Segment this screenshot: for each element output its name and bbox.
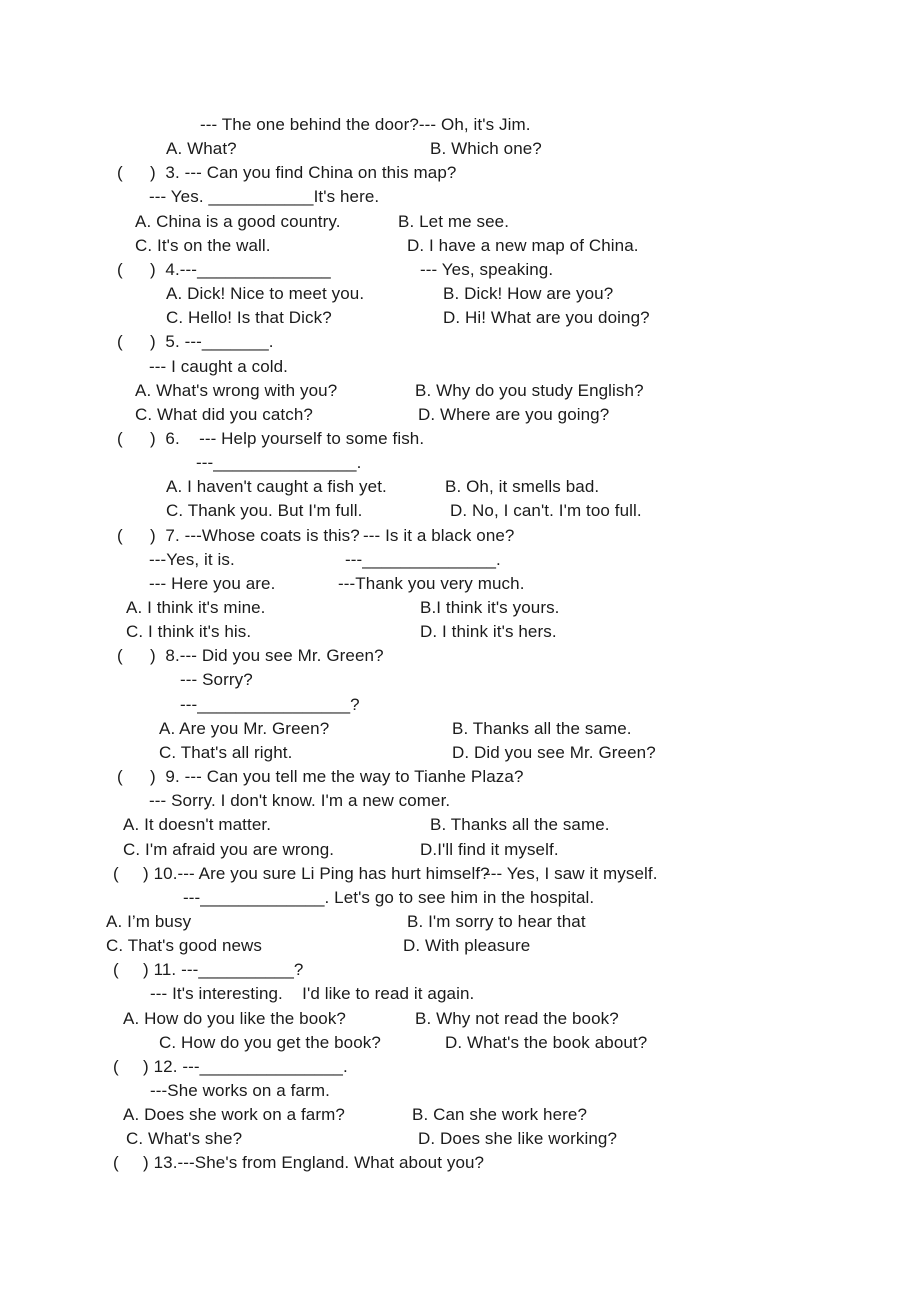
- question-stem: ) 5. ---_______.: [150, 332, 274, 352]
- dialogue-line: --- I caught a cold.: [149, 356, 289, 376]
- question-stem: ) 10.--- Are you sure Li Ping has hurt himself?: [143, 863, 490, 883]
- q11-options-ab: [0, 1007, 920, 1031]
- q5-stem: [0, 330, 920, 354]
- dialogue-line: ---_______________.: [196, 453, 362, 473]
- q2-reply-line: [0, 113, 920, 137]
- q7-dialogue-1: [0, 548, 920, 572]
- option-b: B. Which one?: [430, 139, 542, 159]
- option-c: C. What did you catch?: [135, 404, 313, 424]
- dialogue-line: ---She works on a farm.: [150, 1081, 330, 1100]
- q5-options-cd: [0, 403, 920, 427]
- q10-options-cd: [0, 934, 920, 958]
- option-b: B. Thanks all the same.: [452, 718, 632, 738]
- option-c: C. I think it's his.: [126, 622, 252, 642]
- question-stem: ) 9. --- Can you tell me the way to Tianhe Plaza?: [150, 767, 524, 787]
- q3-options-ab: [0, 210, 920, 234]
- option-a: A. How do you like the book?: [123, 1008, 346, 1028]
- q11-stem: [0, 958, 920, 982]
- option-b: B. Why not read the book?: [415, 1008, 619, 1028]
- dialogue-line: --- Here you are.: [149, 573, 276, 593]
- answer-bracket: (: [117, 525, 123, 545]
- answer-bracket: (: [117, 428, 123, 448]
- question-stem: ) 12. ---_______________.: [143, 1056, 348, 1076]
- q6-stem: [0, 427, 920, 451]
- option-c: C. It's on the wall.: [135, 235, 271, 255]
- dialogue-line: --- It's interesting. I'd like to read it again.: [150, 984, 475, 1004]
- q9-options-ab: [0, 813, 920, 837]
- option-a: A. I’m busy: [106, 911, 192, 931]
- dialogue-line: ---______________.: [345, 549, 501, 569]
- option-a: A. Does she work on a farm?: [123, 1105, 345, 1125]
- question-stem: ) 3. --- Can you find China on this map?: [150, 163, 457, 183]
- option-d: D.I'll find it myself.: [420, 839, 559, 859]
- q11-options-cd: [0, 1031, 920, 1055]
- q8-stem: [0, 644, 920, 668]
- q10-stem: [0, 862, 920, 886]
- q4-options-ab: [0, 282, 920, 306]
- q2-options-ab: [0, 137, 920, 161]
- option-c: C. What's she?: [126, 1129, 243, 1149]
- question-stem: ) 13.---She's from England. What about you?: [143, 1153, 485, 1173]
- question-stem: ) 6. --- Help yourself to some fish.: [150, 428, 425, 448]
- option-a: A. China is a good country.: [135, 211, 341, 231]
- question-stem: ) 8.--- Did you see Mr. Green?: [150, 646, 384, 666]
- dialogue-line: --- Sorry?: [180, 670, 253, 690]
- option-a: A. It doesn't matter.: [123, 815, 272, 835]
- q4-options-cd: [0, 306, 920, 330]
- q3-options-cd: [0, 234, 920, 258]
- option-b: B. Why do you study English?: [415, 380, 644, 400]
- dialogue-line: --- Yes. ___________It's here.: [149, 187, 380, 207]
- option-d: D. Did you see Mr. Green?: [452, 742, 656, 762]
- option-a: A. Are you Mr. Green?: [159, 718, 330, 738]
- option-c: C. That's all right.: [159, 742, 293, 762]
- option-a: A. What?: [166, 139, 237, 159]
- q9-stem: [0, 765, 920, 789]
- option-b: B. Let me see.: [398, 211, 510, 231]
- dialogue-line: ---________________?: [180, 694, 360, 714]
- q3-stem: [0, 161, 920, 185]
- q6-answer-line: [0, 451, 920, 475]
- answer-bracket: (: [117, 332, 123, 352]
- question-stem: ) 7. ---Whose coats is this?: [150, 525, 360, 545]
- answer-bracket: (: [117, 767, 123, 787]
- answer-bracket: (: [113, 1153, 119, 1173]
- option-d: D. With pleasure: [403, 936, 531, 956]
- option-d: D. Where are you going?: [418, 404, 610, 424]
- q10-answer-line: [0, 886, 920, 910]
- q12-options-cd: [0, 1127, 920, 1151]
- dialogue-line: ---Thank you very much.: [338, 573, 525, 593]
- q13-stem: [0, 1151, 920, 1175]
- q7-options-cd: [0, 620, 920, 644]
- q7-stem: [0, 524, 920, 548]
- q9-answer-line: [0, 789, 920, 813]
- answer-bracket: (: [113, 863, 119, 883]
- option-a: A. I think it's mine.: [126, 598, 266, 617]
- option-b: B. Oh, it smells bad.: [445, 477, 600, 497]
- option-c: C. Thank you. But I'm full.: [166, 501, 363, 521]
- q12-answer-line: [0, 1079, 920, 1103]
- q7-dialogue-2: [0, 572, 920, 596]
- q4-stem: [0, 258, 920, 282]
- option-c: C. Hello! Is that Dick?: [166, 308, 332, 328]
- option-c: C. That's good news: [106, 936, 263, 956]
- dialogue-line: ---Yes, it is.: [149, 549, 235, 569]
- option-d: D. I think it's hers.: [420, 622, 557, 642]
- q8-dialogue-1: [0, 668, 920, 692]
- q5-options-ab: [0, 379, 920, 403]
- q9-options-cd: [0, 838, 920, 862]
- answer-bracket: (: [113, 1056, 119, 1076]
- answer-bracket: (: [117, 163, 123, 183]
- q7-options-ab: [0, 596, 920, 620]
- option-d: D. Does she like working?: [418, 1129, 618, 1149]
- answer-bracket: (: [113, 960, 119, 980]
- q6-options-ab: [0, 475, 920, 499]
- option-d: D. No, I can't. I'm too full.: [450, 501, 642, 521]
- dialogue-line: ---_____________. Let's go to see him in the hospital.: [183, 887, 595, 907]
- option-d: D. Hi! What are you doing?: [443, 308, 650, 328]
- option-b: B. Thanks all the same.: [430, 815, 610, 835]
- option-a: A. I haven't caught a fish yet.: [166, 477, 387, 497]
- option-a: A. Dick! Nice to meet you.: [166, 284, 365, 304]
- q6-options-cd: [0, 499, 920, 523]
- option-b: B. I'm sorry to hear that: [407, 911, 586, 931]
- answer-bracket: (: [117, 259, 123, 279]
- answer-bracket: (: [117, 646, 123, 666]
- dialogue-line: --- Yes, I saw it myself.: [485, 863, 658, 883]
- option-d: D. What's the book about?: [445, 1032, 648, 1052]
- option-a: A. What's wrong with you?: [135, 380, 338, 400]
- question-stem: ) 11. ---__________?: [143, 960, 304, 980]
- option-b: B. Can she work here?: [412, 1105, 588, 1125]
- option-d: D. I have a new map of China.: [407, 235, 639, 255]
- q8-dialogue-2: [0, 693, 920, 717]
- dialogue-line: --- Is it a black one?: [363, 525, 515, 545]
- q3-answer-line: [0, 185, 920, 209]
- q11-answer-line: [0, 982, 920, 1006]
- q8-options-ab: [0, 717, 920, 741]
- q12-options-ab: [0, 1103, 920, 1127]
- option-c: C. I'm afraid you are wrong.: [123, 839, 335, 859]
- dialogue-line: --- The one behind the door?--- Oh, it's Jim.: [200, 115, 531, 134]
- q5-answer-line: [0, 355, 920, 379]
- option-b: B.I think it's yours.: [420, 598, 560, 617]
- option-b: B. Dick! How are you?: [443, 284, 614, 304]
- option-c: C. How do you get the book?: [159, 1032, 381, 1052]
- question-stem: ) 4.---______________: [150, 259, 331, 279]
- dialogue-line: --- Yes, speaking.: [420, 259, 554, 279]
- dialogue-line: --- Sorry. I don't know. I'm a new comer.: [149, 791, 451, 811]
- q12-stem: [0, 1055, 920, 1079]
- q8-options-cd: [0, 741, 920, 765]
- q10-options-ab: [0, 910, 920, 934]
